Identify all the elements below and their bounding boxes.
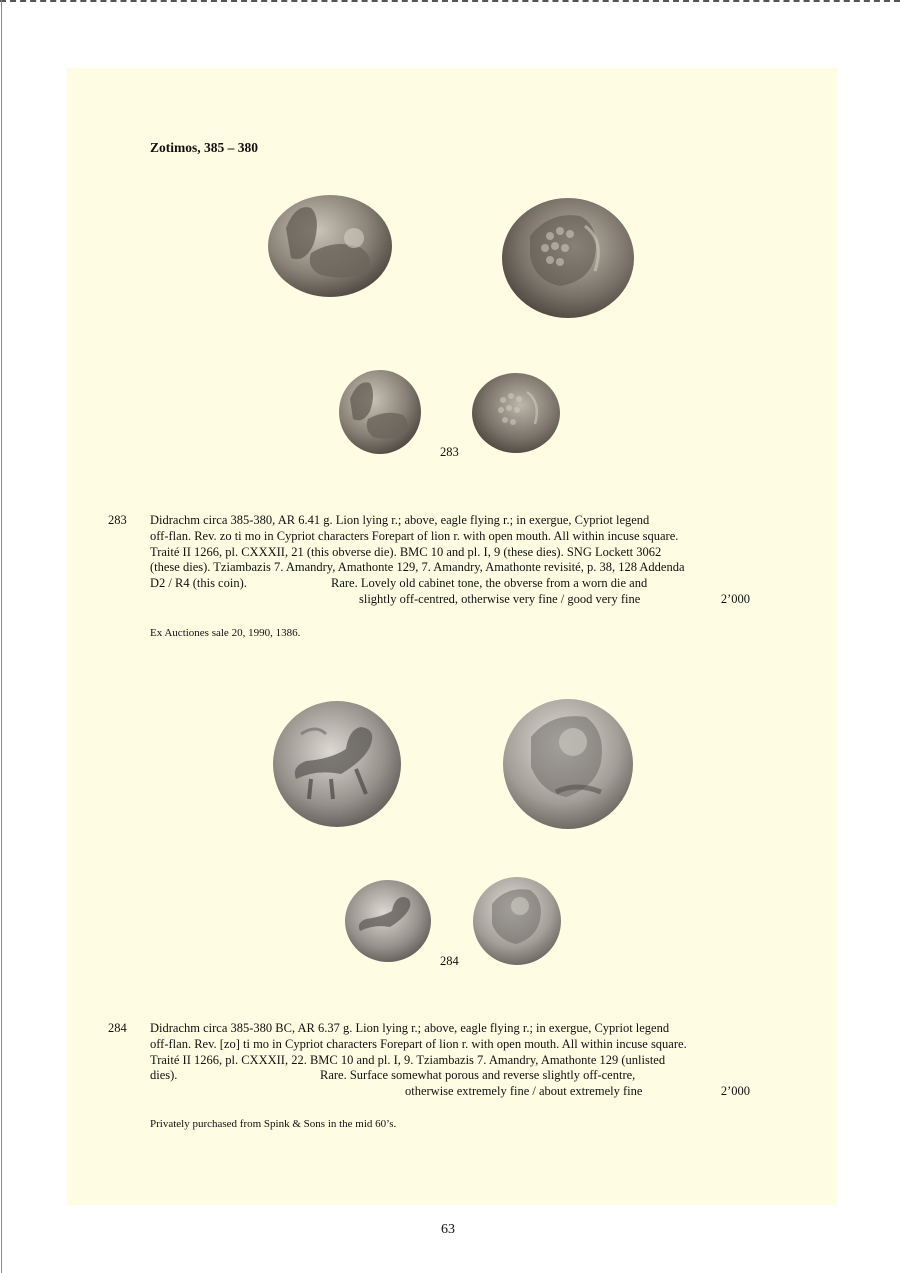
lot-283-last-line-start: D2 / R4 (this coin).: [150, 576, 247, 591]
lot-number-284: 284: [108, 1021, 127, 1035]
lot-284-price: 2’000: [720, 1084, 750, 1099]
lot-number-283: 283: [108, 513, 127, 527]
section-title: Zotimos, 385 – 380: [150, 140, 258, 155]
lot-284-line-3: Traité II 1266, pl. CXXXII, 22. BMC 10 and pl. I, 9. Tziambazis 7. Amandry, Amathonte 129 (unlisted: [150, 1052, 666, 1067]
page-top-dashed-border: [0, 0, 900, 8]
lot-284-line-1: Didrachm circa 385-380 BC, AR 6.37 g. Lion lying r.; above, eagle flying r.; in exergue, Cypriot legend: [150, 1021, 670, 1035]
coin-image-284-obverse-enlarged: [271, 699, 403, 829]
page-left-rule: [1, 0, 2, 1273]
plate-label-283: 283: [440, 445, 459, 459]
lot-283-grade: slightly off-centred, otherwise very fine / good very fine: [359, 591, 641, 606]
coin-image-283-reverse-actual: [471, 372, 561, 454]
coin-image-284-reverse-enlarged: [501, 697, 635, 831]
lot-284-last-line-start: dies).: [150, 1068, 178, 1083]
lot-283-rarity: Rare. Lovely old cabinet tone, the obverse from a worn die and: [331, 576, 648, 591]
lot-283-line-4: (these dies). Tziambazis 7. Amandry, Amathonte 129, 7. Amandry, Amathonte revisité, p. 38, 128 Addenda: [150, 560, 685, 575]
coin-image-283-reverse-enlarged: [500, 196, 636, 320]
lot-284-rarity: Rare. Surface somewhat porous and reverse slightly off-centre,: [320, 1068, 636, 1083]
lot-description-283: [150, 513, 750, 608]
lot-284-grade: otherwise extremely fine / about extremely fine: [405, 1084, 643, 1099]
page-number: 63: [441, 1222, 455, 1237]
lot-284-grade-line: [150, 1084, 750, 1100]
lot-283-line-1: Didrachm circa 385-380, AR 6.41 g. Lion lying r.; above, eagle flying r.; in exergue, Cypriot legend: [150, 513, 650, 527]
lot-description-284: [150, 1021, 750, 1100]
coin-image-283-obverse-enlarged: [266, 193, 394, 299]
lot-284-line-2: off-flan. Rev. [zo] ti mo in Cypriot characters Forepart of lion r. with open mouth. All within incuse square.: [150, 1036, 687, 1051]
lot-283-line-5: [150, 576, 750, 592]
lot-284-line-4: [150, 1068, 750, 1084]
lot-283-price: 2’000: [720, 591, 750, 606]
lot-283-provenance: Ex Auctiones sale 20, 1990, 1386.: [150, 627, 301, 639]
coin-image-284-reverse-actual: [472, 876, 562, 966]
lot-284-provenance: Privately purchased from Spink & Sons in the mid 60’s.: [150, 1118, 397, 1130]
plate-label-284: 284: [440, 954, 459, 968]
lot-283-line-3: Traité II 1266, pl. CXXXII, 21 (this obverse die). BMC 10 and pl. I, 9 (these dies). SNG Lockett 3062: [150, 544, 662, 559]
coin-image-284-obverse-actual: [344, 879, 432, 963]
coin-image-283-obverse-actual: [338, 369, 422, 455]
lot-283-line-2: off-flan. Rev. zo ti mo in Cypriot characters Forepart of lion r. with open mouth. All within incuse square.: [150, 528, 679, 543]
lot-283-grade-line: [150, 592, 750, 608]
